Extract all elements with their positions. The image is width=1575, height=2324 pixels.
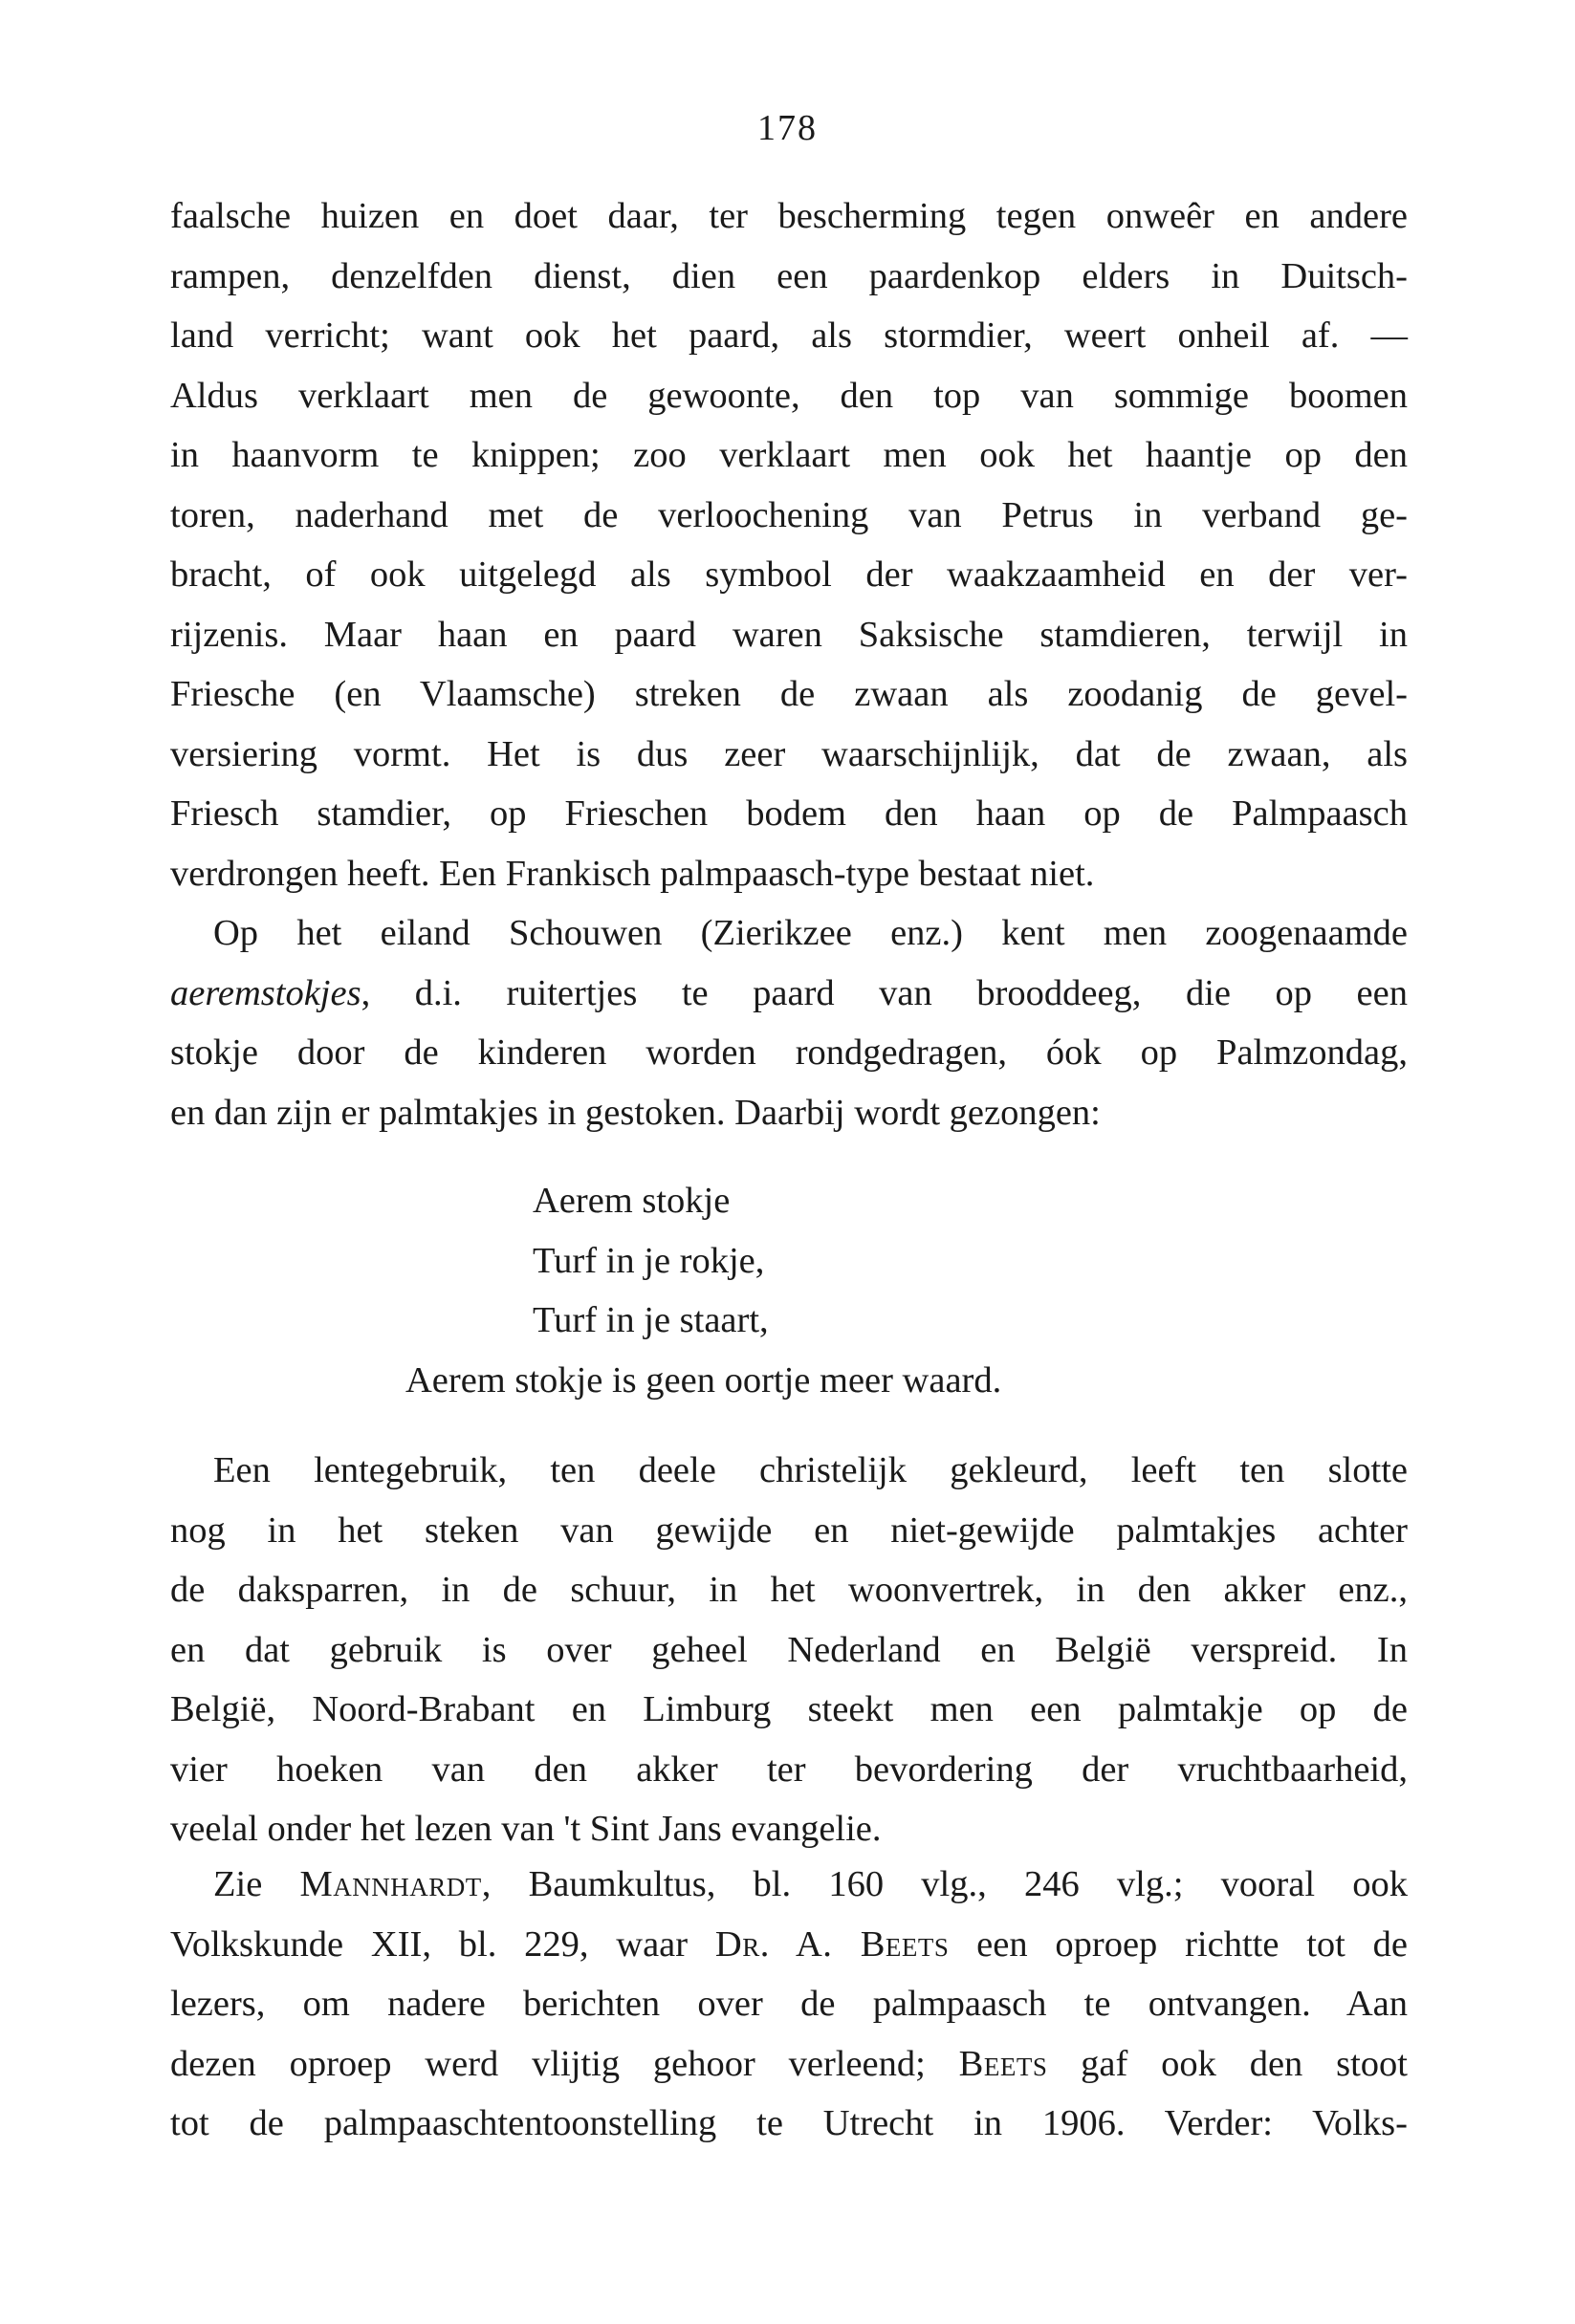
text-line: land verricht; want ook het paard, als stormdier, weert onheil af. —	[170, 315, 1408, 356]
text-line	[170, 1915, 1408, 1975]
text-line: tot de palmpaaschtentoonstelling te Utrecht in 1906. Verder: Volks-	[170, 2103, 1408, 2143]
paragraph-lentegebruik	[170, 1441, 1408, 1859]
text-line: faalsche huizen en doet daar, ter bescherming tegen onweêr en andere	[170, 196, 1408, 236]
text-line: Aldus verklaart men de gewoonte, den top van sommige boomen	[170, 375, 1408, 416]
paragraph-references	[170, 1855, 1408, 2154]
text-fragment: Zie	[213, 1864, 300, 1904]
poem-line: Turf in je rokje,	[533, 1240, 765, 1281]
text-line: rijzenis. Maar haan en paard waren Saksische stamdieren, terwijl in	[170, 614, 1408, 655]
text-line: verdrongen heeft. Een Frankisch palmpaasch-type bestaat niet.	[170, 853, 1095, 894]
page-number: 178	[757, 108, 818, 148]
text-fragment: gaf ook den stoot	[1047, 2043, 1409, 2084]
author-name: Mannhardt	[299, 1864, 482, 1904]
text-line: de daksparren, in de schuur, in het woonvertrek, in den akker enz.,	[170, 1570, 1408, 1610]
text-line: stokje door de kinderen worden rondgedragen, óok op Palmzondag,	[170, 1032, 1408, 1073]
text-line: bracht, of ook uitgelegd als symbool der waakzaamheid en der ver-	[170, 554, 1408, 595]
paragraph-main	[170, 186, 1408, 1142]
text-fragment: een oproep richtte tot de	[949, 1923, 1408, 1965]
text-line: rampen, denzelfden dienst, dien een paardenkop elders in Duitsch-	[170, 255, 1408, 296]
text-line	[170, 1855, 1408, 1915]
italic-term: aeremstokjes	[170, 972, 361, 1013]
text-line: in haanvorm te knippen; zoo verklaart men ook het haantje op den	[170, 435, 1408, 475]
text-line	[170, 964, 1408, 1024]
text-line: veelal onder het lezen van 't Sint Jans evangelie.	[170, 1809, 882, 1849]
text-line: Friesch stamdier, op Frieschen bodem den haan op de Palmpaasch	[170, 793, 1408, 834]
text-line: Een lentegebruik, ten deele christelijk gekleurd, leeft ten slotte	[213, 1450, 1408, 1490]
text-fragment: dezen oproep werd vlijtig gehoor verleend;	[170, 2043, 959, 2084]
text-line: Friesche (en Vlaamsche) streken de zwaan als zoodanig de gevel-	[170, 674, 1408, 714]
text-line: vier hoeken van den akker ter bevordering der vruchtbaarheid,	[170, 1748, 1408, 1790]
text-fragment: Volkskunde XII, bl. 229, waar	[170, 1923, 715, 1965]
text-line: en dan zijn er palmtakjes in gestoken. Daarbij wordt gezongen:	[170, 1092, 1101, 1133]
text-line: nog in het steken van gewijde en niet-gewijde palmtakjes achter	[170, 1510, 1408, 1551]
text-line: lezers, om nadere berichten over de palmpaasch te ontvangen. Aan	[170, 1984, 1408, 2024]
text-line	[170, 2034, 1408, 2095]
text-fragment: , Baumkultus, bl. 160 vlg., 246 vlg.; vooral ook	[481, 1864, 1408, 1904]
poem-line: Aerem stokje	[533, 1181, 731, 1221]
text-line: en dat gebruik is over geheel Nederland en België verspreid. In	[170, 1629, 1408, 1670]
author-name: Beets	[958, 2043, 1048, 2084]
text-line: versiering vormt. Het is dus zeer waarschijnlijk, dat de zwaan, als	[170, 733, 1408, 774]
author-name: Dr. A. Beets	[714, 1923, 950, 1965]
text-line: België, Noord-Brabant en Limburg steekt men een palmtakje op de	[170, 1689, 1408, 1729]
text-line: toren, naderhand met de verloochening van Petrus in verband ge-	[170, 494, 1408, 535]
text-fragment: , d.i. ruitertjes te paard van brooddeeg, die op een	[361, 972, 1408, 1013]
text-line: Op het eiland Schouwen (Zierikzee enz.) kent men zoogenaamde	[213, 913, 1408, 953]
poem-line: Aerem stokje is geen oortje meer waard.	[405, 1359, 1002, 1401]
poem-line: Turf in je staart,	[533, 1300, 769, 1340]
